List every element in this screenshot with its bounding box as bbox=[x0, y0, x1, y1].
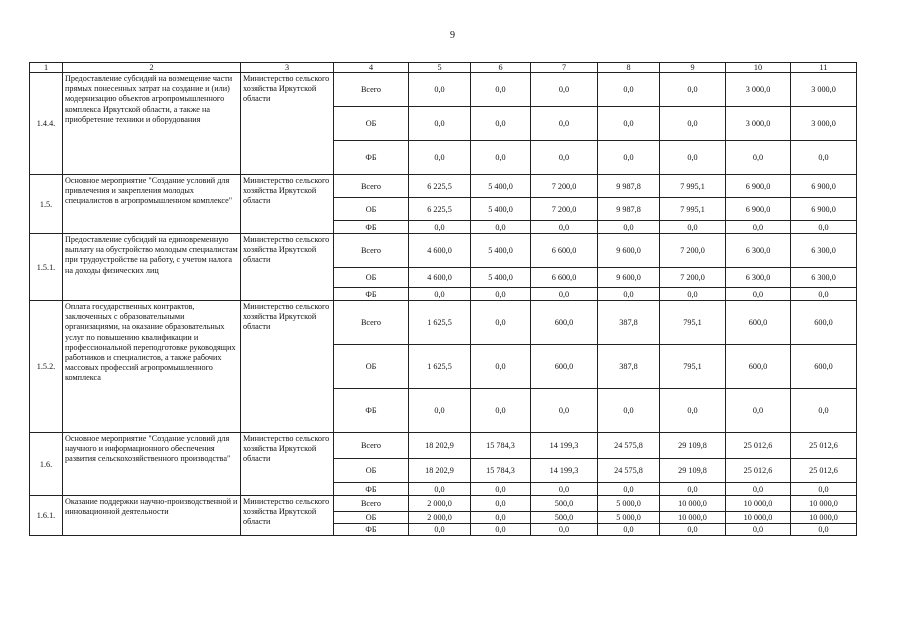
value-cell: 3 000,0 bbox=[726, 73, 791, 107]
program-table bbox=[29, 62, 857, 536]
funding-source: ОБ bbox=[334, 268, 409, 288]
value-cell: 0,0 bbox=[660, 73, 726, 107]
table-row bbox=[30, 301, 857, 345]
row-activity-name: Предоставление субсидий на единовременную выплату на обустройство молодым специалистам при трудоустройстве на работу, с учетом налога на доходы физических лиц bbox=[63, 234, 241, 301]
header-cell: 1 bbox=[30, 63, 63, 73]
header-cell: 6 bbox=[471, 63, 531, 73]
value-cell: 0,0 bbox=[598, 221, 660, 234]
value-cell: 0,0 bbox=[409, 221, 471, 234]
value-cell: 6 300,0 bbox=[791, 234, 857, 268]
value-cell: 600,0 bbox=[531, 301, 598, 345]
value-cell: 0,0 bbox=[660, 107, 726, 141]
value-cell: 5 400,0 bbox=[471, 268, 531, 288]
header-cell: 11 bbox=[791, 63, 857, 73]
row-code: 1.6.1. bbox=[30, 496, 63, 536]
value-cell: 0,0 bbox=[531, 389, 598, 433]
value-cell: 600,0 bbox=[726, 301, 791, 345]
value-cell: 795,1 bbox=[660, 301, 726, 345]
value-cell: 0,0 bbox=[531, 221, 598, 234]
value-cell: 795,1 bbox=[660, 345, 726, 389]
value-cell: 387,8 bbox=[598, 345, 660, 389]
funding-source: Всего bbox=[334, 234, 409, 268]
value-cell: 0,0 bbox=[409, 389, 471, 433]
value-cell: 2 000,0 bbox=[409, 512, 471, 524]
value-cell: 6 900,0 bbox=[791, 175, 857, 198]
value-cell: 0,0 bbox=[471, 141, 531, 175]
value-cell: 3 000,0 bbox=[791, 107, 857, 141]
value-cell: 0,0 bbox=[726, 221, 791, 234]
value-cell: 600,0 bbox=[531, 345, 598, 389]
value-cell: 0,0 bbox=[598, 288, 660, 301]
value-cell: 0,0 bbox=[598, 389, 660, 433]
table-row bbox=[30, 73, 857, 107]
value-cell: 0,0 bbox=[791, 221, 857, 234]
value-cell: 0,0 bbox=[409, 483, 471, 496]
row-executor: Министерство сельского хозяйства Иркутской области bbox=[241, 496, 334, 536]
value-cell: 0,0 bbox=[598, 524, 660, 536]
value-cell: 0,0 bbox=[471, 221, 531, 234]
value-cell: 10 000,0 bbox=[726, 512, 791, 524]
value-cell: 0,0 bbox=[471, 107, 531, 141]
funding-source: ФБ bbox=[334, 389, 409, 433]
value-cell: 0,0 bbox=[531, 483, 598, 496]
value-cell: 0,0 bbox=[791, 288, 857, 301]
value-cell: 0,0 bbox=[471, 483, 531, 496]
value-cell: 6 300,0 bbox=[791, 268, 857, 288]
row-activity-name: Основное мероприятие "Создание условий для привлечения и закрепления молодых специалистов в агропромышленном комплексе" bbox=[63, 175, 241, 234]
value-cell: 0,0 bbox=[660, 288, 726, 301]
page-number: 9 bbox=[450, 30, 455, 41]
value-cell: 1 625,5 bbox=[409, 301, 471, 345]
value-cell: 0,0 bbox=[660, 483, 726, 496]
value-cell: 2 000,0 bbox=[409, 496, 471, 512]
value-cell: 5 400,0 bbox=[471, 175, 531, 198]
value-cell: 4 600,0 bbox=[409, 268, 471, 288]
value-cell: 0,0 bbox=[471, 301, 531, 345]
row-executor: Министерство сельского хозяйства Иркутской области bbox=[241, 73, 334, 175]
value-cell: 0,0 bbox=[471, 496, 531, 512]
value-cell: 25 012,6 bbox=[791, 433, 857, 459]
value-cell: 9 987,8 bbox=[598, 198, 660, 221]
funding-source: ФБ bbox=[334, 483, 409, 496]
value-cell: 500,0 bbox=[531, 512, 598, 524]
value-cell: 25 012,6 bbox=[726, 459, 791, 483]
value-cell: 0,0 bbox=[660, 141, 726, 175]
value-cell: 5 400,0 bbox=[471, 198, 531, 221]
value-cell: 0,0 bbox=[409, 288, 471, 301]
value-cell: 6 900,0 bbox=[726, 175, 791, 198]
table-row bbox=[30, 175, 857, 198]
value-cell: 6 600,0 bbox=[531, 268, 598, 288]
table-body bbox=[30, 63, 857, 536]
row-activity-name: Оказание поддержки научно-производственной и инновационной деятельности bbox=[63, 496, 241, 536]
value-cell: 0,0 bbox=[726, 288, 791, 301]
value-cell: 6 225,5 bbox=[409, 198, 471, 221]
value-cell: 0,0 bbox=[409, 107, 471, 141]
row-activity-name: Основное мероприятие "Создание условий для научного и информационного обеспечения развития сельскохозяйственного производства" bbox=[63, 433, 241, 496]
value-cell: 0,0 bbox=[409, 73, 471, 107]
value-cell: 0,0 bbox=[409, 524, 471, 536]
funding-source: ОБ bbox=[334, 459, 409, 483]
funding-source: Всего bbox=[334, 175, 409, 198]
value-cell: 0,0 bbox=[598, 483, 660, 496]
value-cell: 10 000,0 bbox=[660, 496, 726, 512]
value-cell: 24 575,8 bbox=[598, 459, 660, 483]
row-code: 1.5.1. bbox=[30, 234, 63, 301]
value-cell: 0,0 bbox=[726, 524, 791, 536]
value-cell: 9 600,0 bbox=[598, 234, 660, 268]
value-cell: 18 202,9 bbox=[409, 433, 471, 459]
row-code: 1.5. bbox=[30, 175, 63, 234]
value-cell: 9 600,0 bbox=[598, 268, 660, 288]
value-cell: 7 995,1 bbox=[660, 175, 726, 198]
value-cell: 10 000,0 bbox=[726, 496, 791, 512]
row-executor: Министерство сельского хозяйства Иркутской области bbox=[241, 175, 334, 234]
header-cell: 9 bbox=[660, 63, 726, 73]
value-cell: 0,0 bbox=[471, 389, 531, 433]
header-cell: 4 bbox=[334, 63, 409, 73]
value-cell: 500,0 bbox=[531, 496, 598, 512]
table-row bbox=[30, 234, 857, 268]
value-cell: 25 012,6 bbox=[791, 459, 857, 483]
value-cell: 0,0 bbox=[471, 288, 531, 301]
value-cell: 0,0 bbox=[791, 389, 857, 433]
value-cell: 6 225,5 bbox=[409, 175, 471, 198]
value-cell: 18 202,9 bbox=[409, 459, 471, 483]
value-cell: 3 000,0 bbox=[791, 73, 857, 107]
funding-source: Всего bbox=[334, 301, 409, 345]
value-cell: 0,0 bbox=[531, 524, 598, 536]
value-cell: 7 200,0 bbox=[660, 268, 726, 288]
value-cell: 14 199,3 bbox=[531, 459, 598, 483]
value-cell: 0,0 bbox=[791, 483, 857, 496]
value-cell: 6 600,0 bbox=[531, 234, 598, 268]
value-cell: 14 199,3 bbox=[531, 433, 598, 459]
row-code: 1.5.2. bbox=[30, 301, 63, 433]
value-cell: 0,0 bbox=[726, 389, 791, 433]
header-cell: 7 bbox=[531, 63, 598, 73]
value-cell: 0,0 bbox=[531, 73, 598, 107]
funding-source: Всего bbox=[334, 433, 409, 459]
header-cell: 10 bbox=[726, 63, 791, 73]
row-executor: Министерство сельского хозяйства Иркутской области bbox=[241, 433, 334, 496]
value-cell: 387,8 bbox=[598, 301, 660, 345]
value-cell: 7 200,0 bbox=[531, 175, 598, 198]
row-executor: Министерство сельского хозяйства Иркутской области bbox=[241, 234, 334, 301]
value-cell: 0,0 bbox=[531, 107, 598, 141]
value-cell: 0,0 bbox=[660, 524, 726, 536]
funding-source: ОБ bbox=[334, 198, 409, 221]
value-cell: 0,0 bbox=[471, 524, 531, 536]
value-cell: 10 000,0 bbox=[791, 496, 857, 512]
header-cell: 3 bbox=[241, 63, 334, 73]
funding-source: ФБ bbox=[334, 141, 409, 175]
value-cell: 5 000,0 bbox=[598, 496, 660, 512]
row-activity-name: Оплата государственных контрактов, заключенных с образовательными организациями, на оказание образовательных услуг по повышению квалификации и профессиональной переподготовке руководящих работников и специалистов, а также рабочих массовых профессий агропромышленного комплекса bbox=[63, 301, 241, 433]
header-cell: 5 bbox=[409, 63, 471, 73]
value-cell: 0,0 bbox=[726, 141, 791, 175]
value-cell: 25 012,6 bbox=[726, 433, 791, 459]
value-cell: 10 000,0 bbox=[660, 512, 726, 524]
value-cell: 7 200,0 bbox=[531, 198, 598, 221]
funding-source: ФБ bbox=[334, 221, 409, 234]
funding-source: Всего bbox=[334, 496, 409, 512]
value-cell: 15 784,3 bbox=[471, 459, 531, 483]
row-code: 1.4.4. bbox=[30, 73, 63, 175]
value-cell: 600,0 bbox=[791, 301, 857, 345]
value-cell: 1 625,5 bbox=[409, 345, 471, 389]
value-cell: 0,0 bbox=[791, 141, 857, 175]
value-cell: 7 995,1 bbox=[660, 198, 726, 221]
table-row bbox=[30, 496, 857, 512]
header-cell: 2 bbox=[63, 63, 241, 73]
value-cell: 0,0 bbox=[471, 512, 531, 524]
value-cell: 0,0 bbox=[471, 345, 531, 389]
funding-source: ФБ bbox=[334, 288, 409, 301]
value-cell: 0,0 bbox=[471, 73, 531, 107]
value-cell: 3 000,0 bbox=[726, 107, 791, 141]
value-cell: 0,0 bbox=[660, 389, 726, 433]
row-executor: Министерство сельского хозяйства Иркутской области bbox=[241, 301, 334, 433]
value-cell: 10 000,0 bbox=[791, 512, 857, 524]
value-cell: 600,0 bbox=[791, 345, 857, 389]
value-cell: 29 109,8 bbox=[660, 433, 726, 459]
value-cell: 5 400,0 bbox=[471, 234, 531, 268]
value-cell: 7 200,0 bbox=[660, 234, 726, 268]
value-cell: 0,0 bbox=[726, 483, 791, 496]
value-cell: 6 900,0 bbox=[791, 198, 857, 221]
row-code: 1.6. bbox=[30, 433, 63, 496]
value-cell: 24 575,8 bbox=[598, 433, 660, 459]
value-cell: 0,0 bbox=[598, 141, 660, 175]
funding-source: ОБ bbox=[334, 107, 409, 141]
value-cell: 6 300,0 bbox=[726, 268, 791, 288]
value-cell: 29 109,8 bbox=[660, 459, 726, 483]
header-row bbox=[30, 63, 857, 73]
value-cell: 0,0 bbox=[598, 107, 660, 141]
value-cell: 0,0 bbox=[791, 524, 857, 536]
row-activity-name: Предоставление субсидий на возмещение части прямых понесенных затрат на создание и (или) модернизацию объектов агропромышленного комплекса Иркутской области, а также на приобретение техники и оборудования bbox=[63, 73, 241, 175]
value-cell: 15 784,3 bbox=[471, 433, 531, 459]
value-cell: 5 000,0 bbox=[598, 512, 660, 524]
table-row bbox=[30, 433, 857, 459]
funding-source: ОБ bbox=[334, 345, 409, 389]
funding-source: Всего bbox=[334, 73, 409, 107]
value-cell: 0,0 bbox=[531, 288, 598, 301]
value-cell: 9 987,8 bbox=[598, 175, 660, 198]
funding-source: ФБ bbox=[334, 524, 409, 536]
value-cell: 0,0 bbox=[598, 73, 660, 107]
value-cell: 6 300,0 bbox=[726, 234, 791, 268]
value-cell: 600,0 bbox=[726, 345, 791, 389]
header-cell: 8 bbox=[598, 63, 660, 73]
value-cell: 4 600,0 bbox=[409, 234, 471, 268]
value-cell: 6 900,0 bbox=[726, 198, 791, 221]
value-cell: 0,0 bbox=[409, 141, 471, 175]
value-cell: 0,0 bbox=[660, 221, 726, 234]
funding-source: ОБ bbox=[334, 512, 409, 524]
value-cell: 0,0 bbox=[531, 141, 598, 175]
